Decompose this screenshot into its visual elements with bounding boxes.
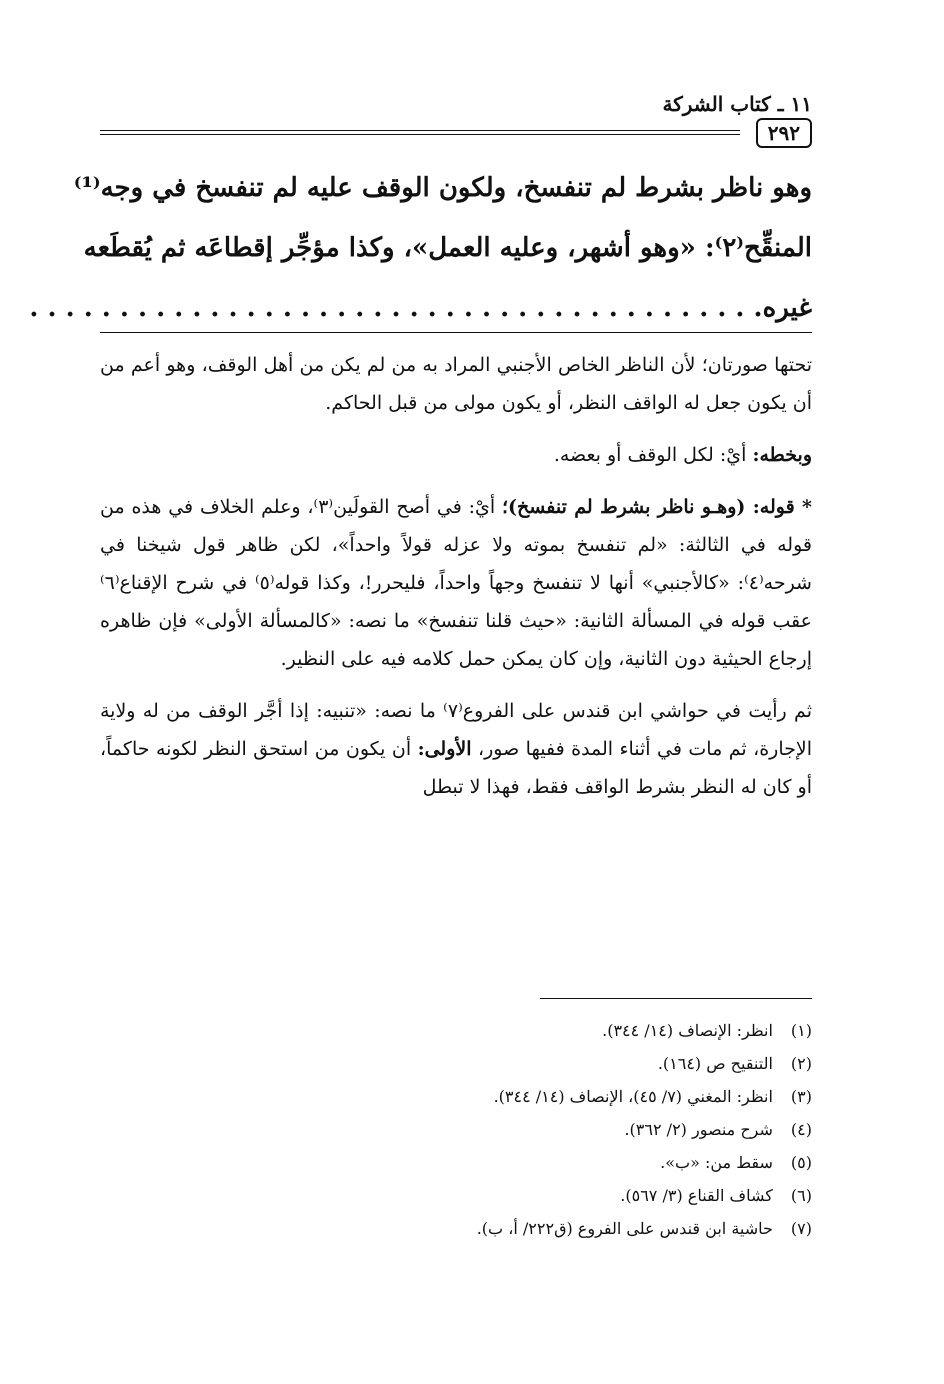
footnote-text: سقط من: «ب». (660, 1153, 773, 1172)
footnote-number: (٧) (790, 1219, 812, 1238)
paragraph-2-text: أيْ: لكل الوقف أو بعضه. (553, 444, 753, 466)
header-rule (100, 130, 740, 135)
footnote-number: (٥) (790, 1153, 812, 1172)
paragraph-4 (100, 692, 812, 806)
footnotes (100, 1014, 812, 1245)
page-header (100, 82, 812, 145)
matn-divider (100, 332, 812, 333)
footnote (100, 1080, 812, 1113)
matn-text (29, 158, 812, 338)
footnote (100, 1047, 812, 1080)
paragraph-3 (100, 488, 812, 678)
footnote-text: التنقيح ص (١٦٤). (657, 1054, 773, 1073)
commentary-text (100, 346, 812, 820)
footnote-number: (٣) (790, 1087, 812, 1106)
footnote-number: (١) (790, 1021, 812, 1040)
footnote-number: (٦) (790, 1186, 812, 1205)
footnote-text: كشاف القناع (٣/ ٥٦٧). (620, 1186, 773, 1205)
paragraph-3-label: * قوله: (وهـو ناظر بشرط لم تنفسخ)؛ (501, 496, 812, 518)
footnote-text: حاشية ابن قندس على الفروع (ق٢٢٢/ أ، ب). (476, 1219, 773, 1238)
footnote (100, 1179, 812, 1212)
paragraph-1: تحتها صورتان؛ لأن الناظر الخاص الأجنبي المراد به من لم يكن من أهل الوقف، وهو أعم من أن يكون جعل له الواقف النظر، أو يكون مولى من قبل الحاكم. (100, 354, 812, 414)
matn-line-3: غيره. . . . . . . . . . . . . . . . . . . . . . . . . . . . . . . . . . . . . . . . . (29, 293, 812, 323)
paragraph-3-text: أيْ: في أصح القولَين⁽٣⁾، وعلم الخلاف في هذه من قوله في الثالثة: «لم تنفسخ بموته ولا عزله قولاً واحداً»، لكن ظاهر قول شيخنا في شرحه⁽٤⁾: «كالأجنبي» أنها لا تنفسخ وجهاً واحداً، فليحرر!، وكذا قوله⁽٥⁾ في شرح الإقناع⁽٦⁾ عقب قوله في المسألة الثانية: «حيث قلنا تنفسخ» ما نصه: «كالمسألة الأولى» فإن ظاهره إرجاع الحيثية دون الثانية، وإن كان يمكن حمل كلامه فيه على النظير. (100, 496, 812, 670)
footnote-text: انظر: المغني (٧/ ٤٥)، الإنصاف (١٤/ ٣٤٤). (493, 1087, 773, 1106)
footnote-number: (٤) (790, 1120, 812, 1139)
footnote (100, 1014, 812, 1047)
footnote-text: انظر: الإنصاف (١٤/ ٣٤٤). (602, 1021, 773, 1040)
footnote (100, 1212, 812, 1245)
page-number: ٢٩٢ (756, 118, 812, 148)
running-title: ١١ ـ كتاب الشركة (662, 92, 812, 116)
footnote (100, 1113, 812, 1146)
matn-line-2: المنقِّح⁽٢⁾: «وهو أشهر، وعليه العمل»، وكذا مؤجِّر إقطاعَه ثم يُقطَعه (83, 233, 812, 263)
footnote (100, 1146, 812, 1179)
paragraph-4-label: الأولى: (417, 738, 472, 760)
footnote-number: (٢) (790, 1054, 812, 1073)
paragraph-4-text-a: ثم رأيت في حواشي ابن قندس على الفروع⁽٧⁾ ما نصه: «تنبيه: إذا أجَّر الوقف من له ولاية الإجارة، ثم مات في أثناء المدة ففيها صور، (100, 700, 812, 760)
paragraph-2-label: وبخطه: (752, 444, 812, 466)
footnote-rule (540, 998, 812, 999)
paragraph-2 (100, 436, 812, 474)
paragraph-4-text-b: أن يكون من استحق النظر لكونه حاكماً، أو كان له النظر بشرط الواقف فقط، فهذا لا تبطل (100, 738, 812, 798)
footnote-text: شرح منصور (٢/ ٣٦٢). (624, 1120, 773, 1139)
matn-line-1: وهو ناظر بشرط لم تنفسخ، ولكون الوقف عليه لم تنفسخ في وجه⁽¹⁾ (73, 173, 812, 203)
